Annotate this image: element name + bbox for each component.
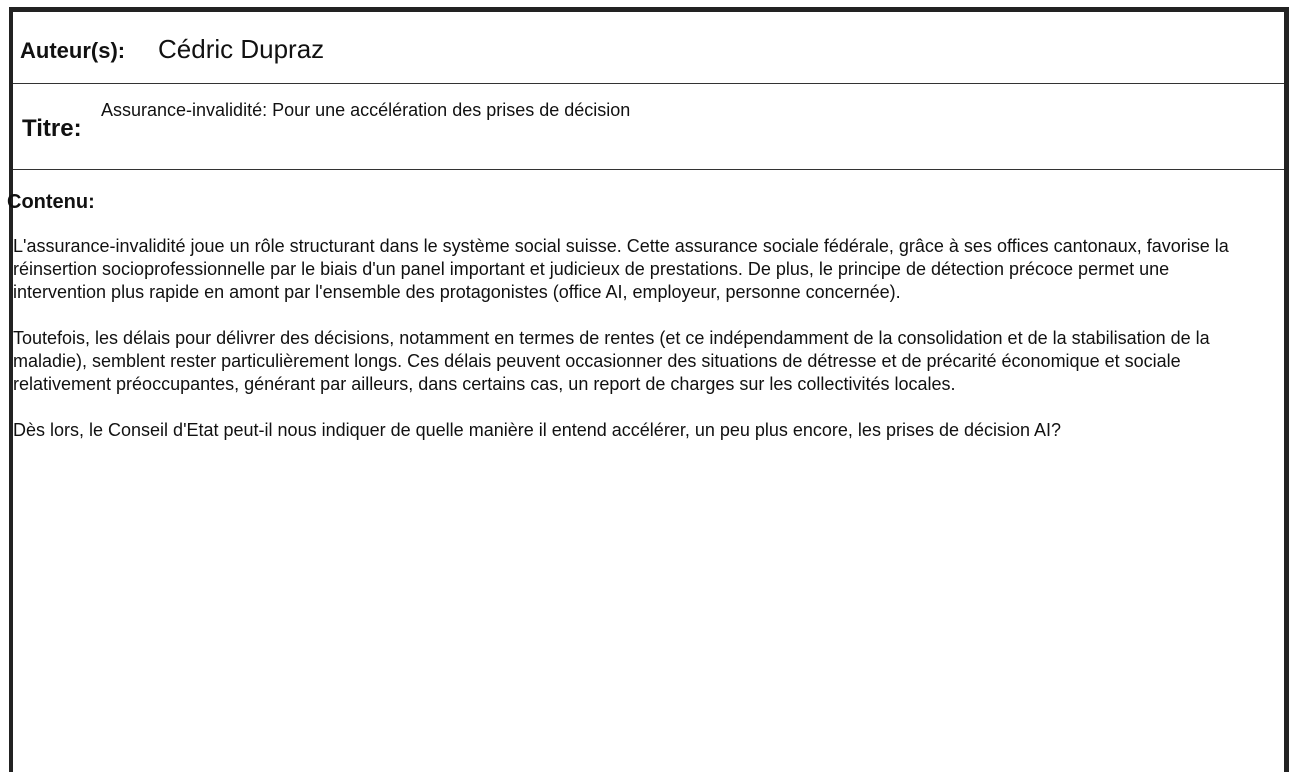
title-row bbox=[13, 84, 1284, 170]
content-label: Contenu: bbox=[7, 191, 95, 213]
content-paragraph-1: L'assurance-invalidité joue un rôle structurant dans le système social suisse. Cette assurance sociale fédérale, grâce à ses offices cantonaux, favorise la réinsertion socioprofessionnelle par le biais d'un panel important et judicieux de prestations. De plus, le principe de détection précoce permet une intervention plus rapide en amont par l'ensemble des protagonistes (office AI, employeur, personne concernée). bbox=[13, 236, 1229, 302]
content-paragraph-2: Toutefois, les délais pour délivrer des décisions, notamment en termes de rentes (et ce indépendamment de la consolidation et de la stabilisation de la maladie), semblent rester particulièrement longs. Ces délais peuvent occasionner des situations de détresse et de précarité économique et sociale relativement préoccupantes, générant par ailleurs, dans certains cas, un report de charges sur les collectivités locales. bbox=[13, 328, 1210, 394]
content-paragraph-3: Dès lors, le Conseil d'Etat peut-il nous indiquer de quelle manière il entend accélérer, un peu plus encore, les prises de décision AI? bbox=[13, 420, 1062, 440]
author-label: Auteur(s): bbox=[20, 38, 126, 63]
author-row bbox=[13, 12, 1284, 84]
title-label: Titre: bbox=[22, 115, 82, 142]
content-body bbox=[13, 235, 1253, 465]
title-value: Assurance-invalidité: Pour une accélération des prises de décision bbox=[101, 100, 631, 120]
author-name: Cédric Dupraz bbox=[158, 34, 325, 64]
